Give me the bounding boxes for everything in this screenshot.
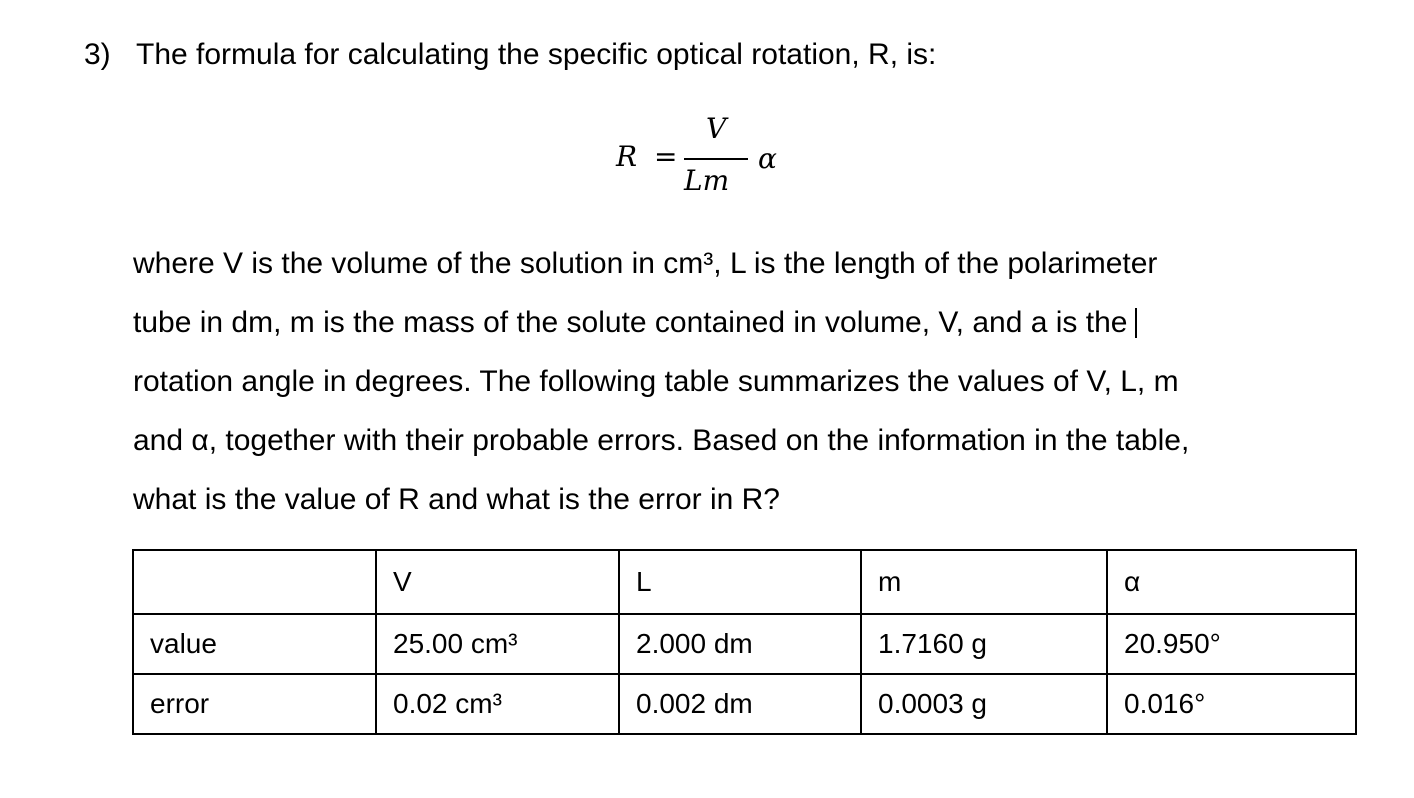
paragraph-line: rotation angle in degrees. The following table summarizes the values of V, L, m — [133, 365, 1179, 398]
table-cell: 25.00 cm³ — [376, 614, 619, 674]
table-cell: 0.016° — [1107, 674, 1356, 734]
formula — [616, 112, 816, 202]
header-cell: V — [376, 550, 619, 614]
question-heading — [84, 38, 936, 72]
formula-denominator: Lm — [684, 164, 730, 197]
formula-lhs: R — [616, 140, 638, 173]
table-row — [133, 614, 1356, 674]
table-cell: 20.950° — [1107, 614, 1356, 674]
paragraph-line: and α, together with their probable errors. Based on the information in the table, — [133, 424, 1190, 457]
paragraph-line: what is the value of R and what is the error in R? — [133, 483, 780, 516]
header-cell: m — [861, 550, 1107, 614]
table-cell: 0.002 dm — [619, 674, 861, 734]
table-cell: error — [133, 674, 376, 734]
table-cell: 0.0003 g — [861, 674, 1107, 734]
table-cell: 2.000 dm — [619, 614, 861, 674]
table-row — [133, 674, 1356, 734]
header-cell: L — [619, 550, 861, 614]
header-cell: α — [1107, 550, 1356, 614]
question-heading-text: The formula for calculating the specific optical rotation, R, is: — [136, 38, 937, 71]
question-paragraph[interactable] — [133, 234, 1353, 529]
data-table — [132, 549, 1357, 735]
table-header-row — [133, 550, 1356, 614]
formula-equals: = — [654, 140, 678, 173]
paragraph-line: where V is the volume of the solution in cm³, L is the length of the polarimeter — [133, 247, 1158, 280]
question-number: 3) — [84, 38, 111, 71]
header-cell — [133, 550, 376, 614]
paragraph-line — [133, 293, 1353, 352]
table-cell: 1.7160 g — [861, 614, 1107, 674]
paragraph-line-text: tube in dm, m is the mass of the solute contained in volume, V, and a is the — [133, 306, 1128, 339]
fraction-bar — [684, 158, 748, 160]
table-cell: value — [133, 614, 376, 674]
text-cursor — [1135, 308, 1137, 338]
formula-factor: α — [758, 142, 777, 175]
table-cell: 0.02 cm³ — [376, 674, 619, 734]
formula-numerator: V — [706, 112, 727, 145]
